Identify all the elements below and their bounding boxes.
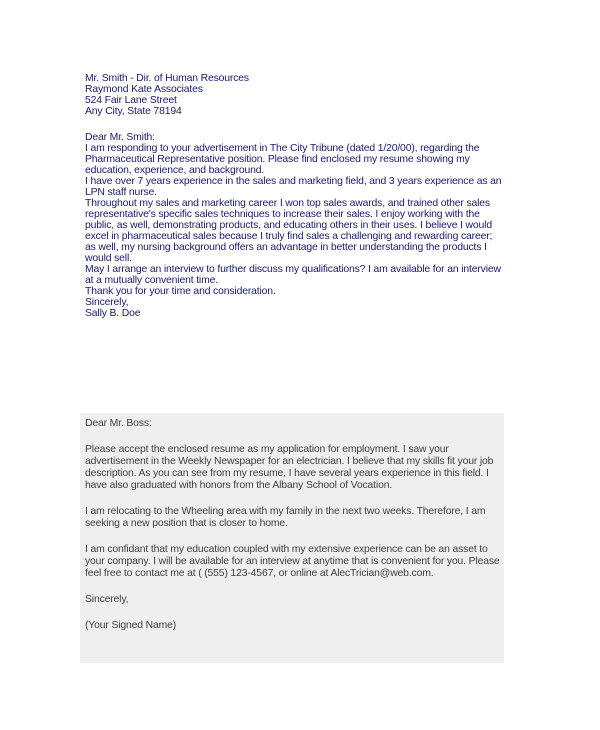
recipient-line: 524 Fair Lane Street — [85, 95, 177, 106]
body-paragraph: I have over 7 years experience in the sales and marketing field, and 3 years experience as an LPN staff nurse. — [85, 176, 502, 198]
cover-letter-electrician — [85, 418, 505, 632]
recipient-line: Any City, State 78194 — [85, 106, 182, 117]
body-paragraph: Please accept the enclosed resume as my application for employment. I saw your advertisement in the Weekly Newspaper for an electrician. I believe that my skills fit your job description. As you can see from my resume, I have several years experience in this field. I have also graduated with honors from the Albany School of Vocation. — [85, 444, 494, 491]
body-paragraph: May I arrange an interview to further discuss my qualifications? I am available for an interview at a mutually convenient time. — [85, 264, 501, 286]
closing: Sincerely, — [85, 594, 129, 605]
body-paragraph: I am responding to your advertisement in The City Tribune (dated 1/20/00), regarding the Pharmaceutical Representative position. Please find enclosed my resume showing my education, experience, and background. — [85, 143, 480, 176]
recipient-address-block — [85, 73, 505, 117]
recipient-line: Mr. Smith - Dir. of Human Resources — [85, 73, 249, 84]
cover-letter-pharmaceutical — [85, 73, 505, 319]
body-paragraph: I am relocating to the Wheeling area with my family in the next two weeks. Therefore, I am seeking a new position that is closer to home. — [85, 506, 486, 529]
salutation: Dear Mr. Boss: — [85, 418, 152, 429]
signature-placeholder: (Your Signed Name) — [85, 620, 177, 631]
body-paragraph: Thank you for your time and consideration. — [85, 286, 276, 297]
body-paragraph: I am confidant that my education coupled with my extensive experience can be an asset to your company. I will be available for an interview at anytime that is convenient for you. Please feel free to contact me at ( (555) 123-4567, or online at AlecTrician@web.com. — [85, 544, 500, 579]
closing: Sincerely, — [85, 297, 129, 308]
salutation: Dear Mr. Smith: — [85, 132, 155, 143]
recipient-line: Raymond Kate Associates — [85, 84, 203, 95]
body-paragraph: Throughout my sales and marketing career I won top sales awards, and trained other sales representative's specific sales techniques to increase their sales. I enjoy working with the public, as well, demonstrating products, and educating others in their uses. I believe I would excel in pharmaceutical sales because I truly find sales a challenging and rewarding career; as well, my nursing background offers an advantage in better understanding the products I would sell. — [85, 198, 493, 264]
signature-name: Sally B. Doe — [85, 308, 141, 319]
